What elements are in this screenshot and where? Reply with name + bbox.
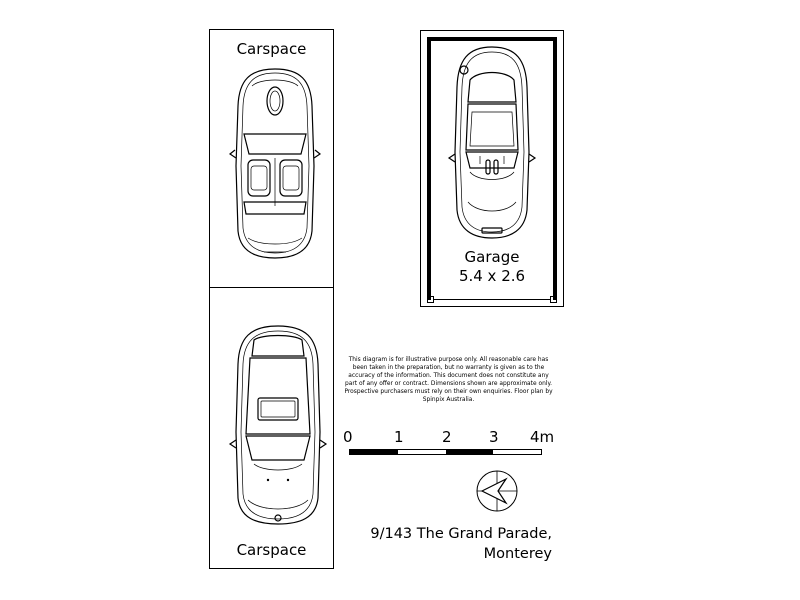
scale-bar <box>349 449 542 455</box>
scale-segment-4 <box>493 450 541 454</box>
garage-label: Garage <box>464 248 520 266</box>
scale-tick-2: 2 <box>442 428 452 446</box>
garage-door-post-left <box>427 296 434 303</box>
compass-icon <box>476 470 518 512</box>
address-line-1: 9/143 The Grand Parade, <box>370 526 552 542</box>
car-garage-icon <box>448 42 536 242</box>
car-convertible-icon <box>230 66 320 262</box>
scale-segment-3 <box>446 450 494 454</box>
car-hatchback-icon <box>230 322 326 528</box>
garage-door-line <box>434 299 550 300</box>
address <box>360 524 552 564</box>
address-line-2: Monterey <box>483 546 552 562</box>
scale-tick-0: 0 <box>343 428 353 446</box>
carspace-bottom-label: Carspace <box>236 541 307 559</box>
scale-tick-1: 1 <box>394 428 404 446</box>
scale-segment-1 <box>350 450 398 454</box>
garage-dimensions: 5.4 x 2.6 <box>458 267 526 285</box>
garage-door-post-right <box>550 296 557 303</box>
scale-tick-3: 3 <box>489 428 499 446</box>
scale-segment-2 <box>398 450 446 454</box>
disclaimer-text: This diagram is for illustrative purpose only. All reasonable care has been taken in the preparation, but no warranty is given as to the accuracy of the information. This document does not constitute any part of any offer or contract. Dimensions shown are approximate only. Prospective purchasers must rely on their own enquiries. Floor plan by Spinpix Australia. <box>344 357 553 403</box>
carspace-top-label: Carspace <box>236 40 307 58</box>
scale-tick-4m: 4m <box>530 428 555 446</box>
